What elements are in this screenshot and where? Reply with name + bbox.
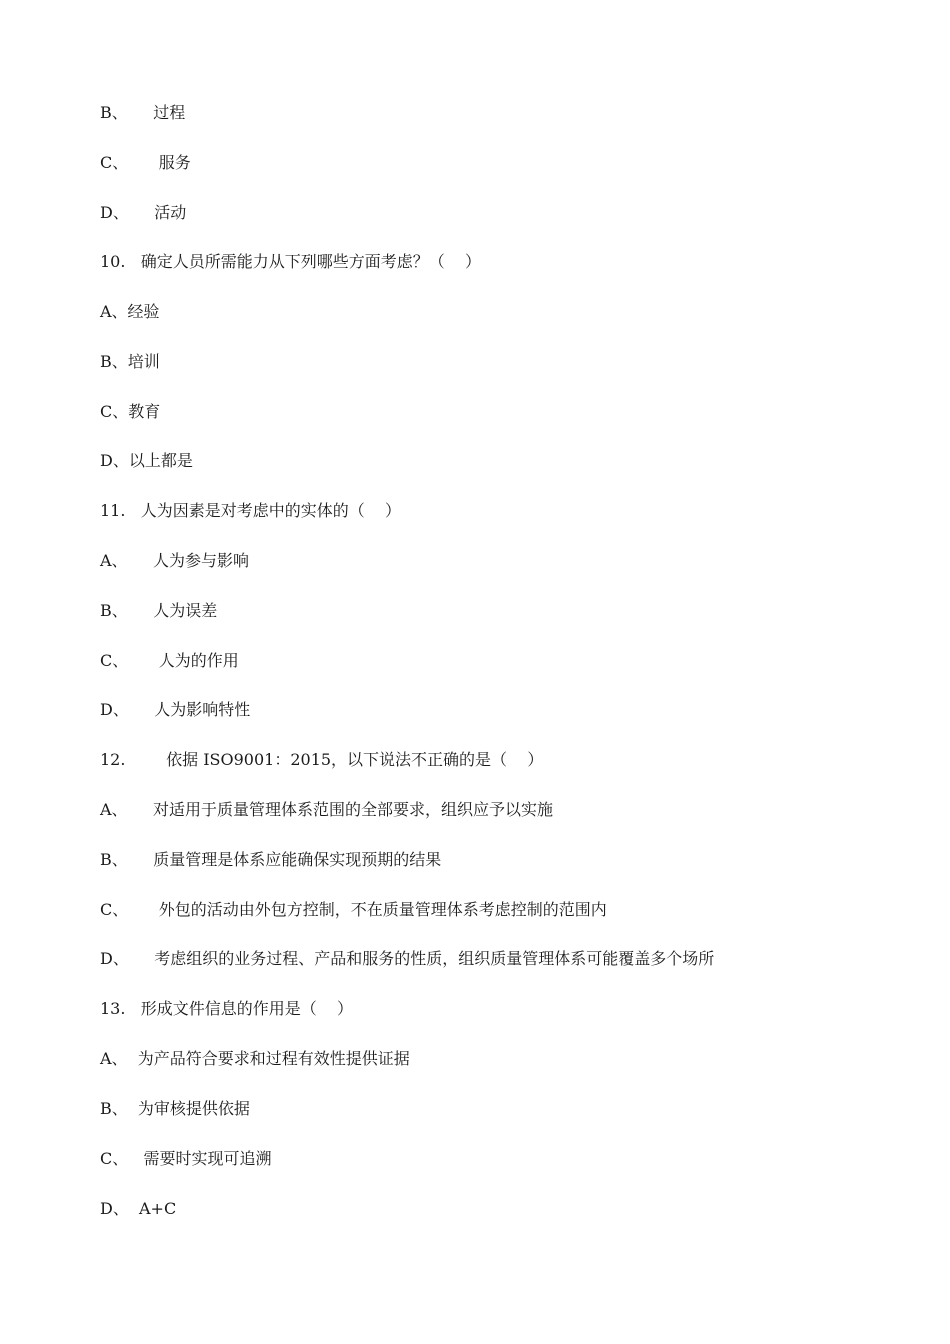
option-10-a: A、经验 xyxy=(100,302,160,321)
option-11-d: D、 人为影响特性 xyxy=(100,700,251,719)
option-9-d: D、 活动 xyxy=(100,203,187,222)
option-10-d: D、以上都是 xyxy=(100,451,193,470)
option-9-b: B、 过程 xyxy=(100,103,186,122)
option-11-c: C、 人为的作用 xyxy=(100,651,239,670)
option-11-a: A、 人为参与影响 xyxy=(100,551,249,570)
option-13-c: C、 需要时实现可追溯 xyxy=(100,1149,272,1168)
option-12-c: C、 外包的活动由外包方控制，不在质量管理体系考虑控制的范围内 xyxy=(100,900,607,919)
question-10: 10. 确定人员所需能力从下列哪些方面考虑？（ ） xyxy=(100,252,482,271)
question-11: 11. 人为因素是对考虑中的实体的（ ） xyxy=(100,501,402,520)
option-9-c: C、 服务 xyxy=(100,153,191,172)
option-13-b: B、 为审核提供依据 xyxy=(100,1099,250,1118)
option-10-b: B、培训 xyxy=(100,352,160,371)
option-12-a: A、 对适用于质量管理体系范围的全部要求，组织应予以实施 xyxy=(100,800,553,819)
option-12-d: D、 考虑组织的业务过程、产品和服务的性质，组织质量管理体系可能覆盖多个场所 xyxy=(100,949,715,968)
question-13: 13. 形成文件信息的作用是（ ） xyxy=(100,999,354,1018)
option-10-c: C、教育 xyxy=(100,402,161,421)
option-12-b: B、 质量管理是体系应能确保实现预期的结果 xyxy=(100,850,442,869)
option-11-b: B、 人为误差 xyxy=(100,601,218,620)
option-13-a: A、 为产品符合要求和过程有效性提供证据 xyxy=(100,1049,410,1068)
option-13-d: D、 A+C xyxy=(100,1199,177,1218)
question-12: 12. 依据 ISO9001：2015，以下说法不正确的是（ ） xyxy=(100,750,544,769)
